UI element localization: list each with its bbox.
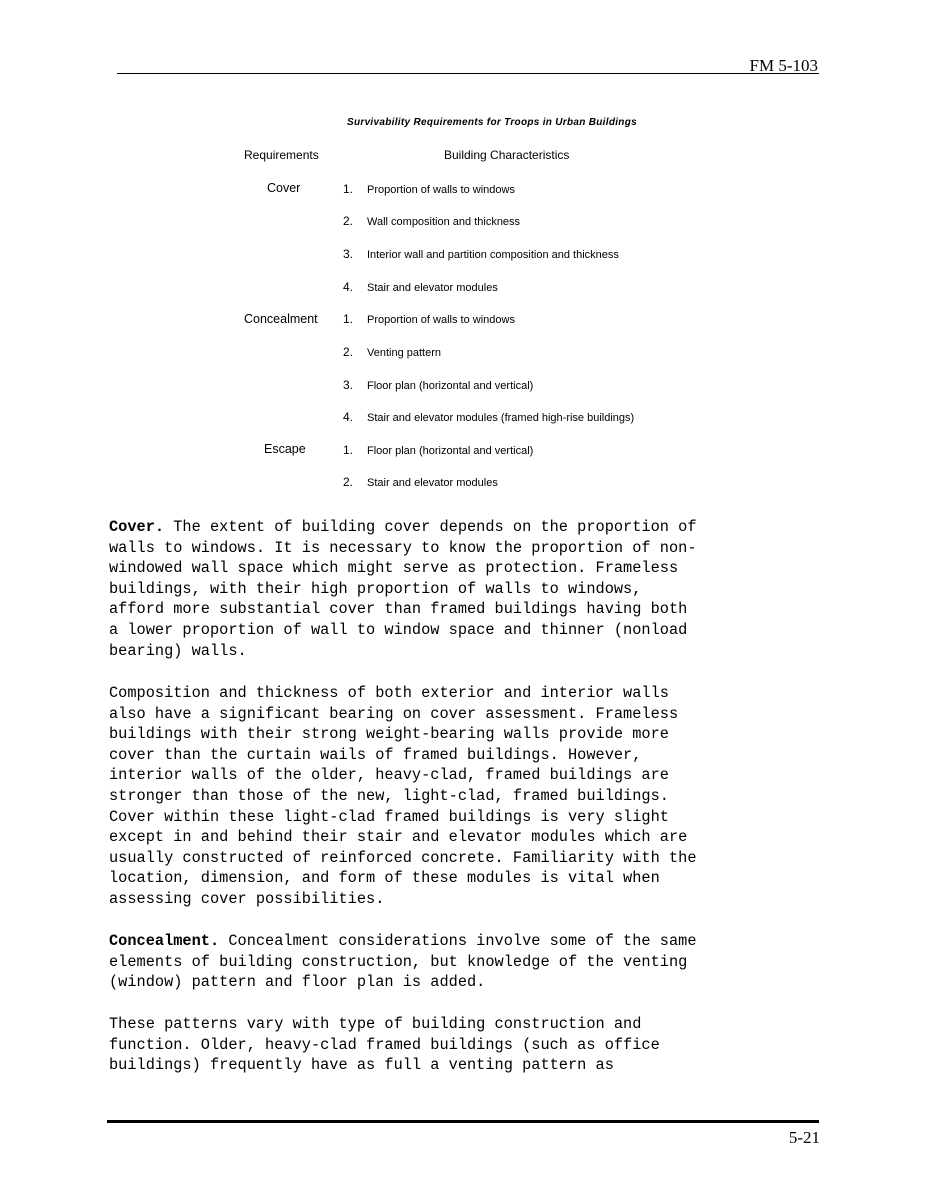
table-row [343, 475, 498, 489]
row-text: Venting pattern [367, 347, 442, 359]
table-row [343, 280, 498, 294]
table-row [343, 443, 533, 457]
paragraph-text: Concealment considerations involve some of the same elements of building construction, but knowledge of the venting (window) pattern and floor plan is added. [109, 932, 697, 992]
header-rule [117, 73, 819, 74]
table-row [343, 312, 515, 326]
row-text: Floor plan (horizontal and vertical) [367, 380, 534, 392]
row-text: Stair and elevator modules (framed high-rise buildings) [367, 412, 635, 424]
row-text: Floor plan (horizontal and vertical) [367, 445, 534, 457]
row-text: Proportion of walls to windows [367, 184, 515, 196]
row-text: Interior wall and partition composition and thickness [367, 249, 619, 261]
row-number: 1. [343, 443, 354, 457]
paragraph-lead: Concealment. [109, 932, 220, 950]
table-row [343, 345, 441, 359]
row-text: Stair and elevator modules [367, 477, 498, 489]
requirement-label-concealment: Concealment [244, 312, 318, 326]
paragraph-patterns [109, 1014, 814, 1076]
column-header-requirements: Requirements [244, 148, 319, 162]
column-header-building-characteristics: Building Characteristics [444, 148, 570, 162]
table-row [343, 378, 533, 392]
paragraph-text: These patterns vary with type of building construction and function. Older, heavy-clad framed buildings (such as office buildings) frequently have as full a venting pattern as [109, 1015, 660, 1075]
page-header-id: FM 5-103 [749, 56, 818, 75]
requirement-label-escape: Escape [264, 442, 306, 456]
table-row [343, 410, 634, 424]
paragraph-composition [109, 683, 814, 910]
row-number: 3. [343, 247, 354, 261]
table-row [343, 247, 619, 261]
requirement-label-cover: Cover [267, 181, 301, 195]
row-text: Proportion of walls to windows [367, 314, 515, 326]
page-number: 5-21 [788, 1128, 820, 1147]
paragraph-lead: Cover. [109, 518, 165, 536]
row-text: Wall composition and thickness [367, 216, 521, 228]
paragraph-cover [109, 517, 814, 661]
table-row [343, 182, 515, 196]
paragraph-text: The extent of building cover depends on the proportion of walls to windows. It is necessary to know the proportion of non- windowed wall space which might serve as protection. Frameless buildings, with their high proportion of walls to windows, afford more substantial cover than framed buildings having both a lower proportion of wall to window space and thinner (nonload bearing) walls. [109, 518, 697, 660]
row-number: 1. [343, 312, 354, 326]
row-number: 2. [343, 345, 354, 359]
table-row [343, 214, 520, 228]
row-text: Stair and elevator modules [367, 282, 498, 294]
row-number: 2. [343, 475, 354, 489]
row-number: 2. [343, 214, 354, 228]
paragraph-text: Composition and thickness of both exterior and interior walls also have a significant bearing on cover assessment. Frameless buildings with their strong weight-bearing walls provide more cover than the curtain wails of framed buildings. However, interior walls of the older, heavy-clad, framed buildings are stronger than those of the new, light-clad, framed buildings. Cover within these light-clad framed buildings is very slight except in and behind their stair and elevator modules which are usually constructed of reinforced concrete. Familiarity with the location, dimension, and form of these modules is vital when assessing cover possibilities. [109, 684, 697, 908]
row-number: 3. [343, 378, 354, 392]
row-number: 4. [343, 410, 354, 424]
footer-rule [107, 1120, 819, 1123]
paragraph-concealment [109, 931, 814, 993]
row-number: 4. [343, 280, 354, 294]
table-title: Survivability Requirements for Troops in Urban Buildings [347, 117, 637, 128]
row-number: 1. [343, 182, 354, 196]
